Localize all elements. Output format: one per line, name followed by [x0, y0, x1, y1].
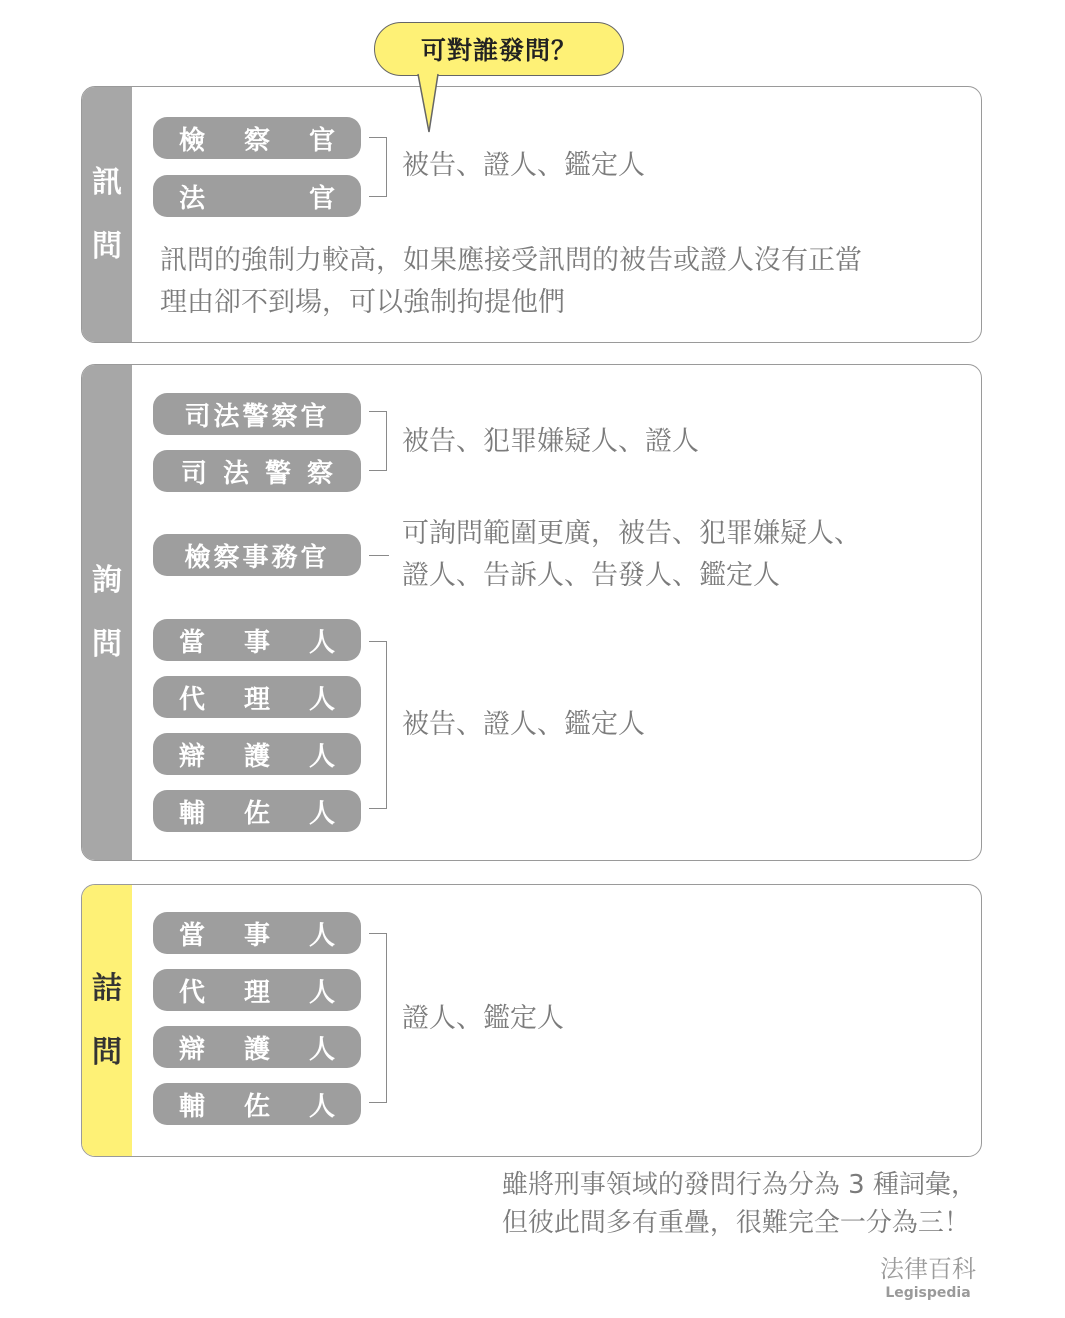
role-pill-agent: 代 理 人 [153, 676, 361, 718]
brand-name-cn: 法律百科 [880, 1255, 976, 1283]
role-pill-prosecutorial-affairs-officer: 檢察事務官 [153, 534, 361, 576]
targets-text-line-2: 證人、告訴人、告發人、鑑定人 [402, 560, 780, 591]
footnote-line-2: 但彼此間多有重疊，很難完全一分為三！ [501, 1208, 970, 1238]
footnote [502, 1166, 977, 1242]
brand-name-en: Legispedia [885, 1285, 971, 1301]
role-pill-defender: 辯 護 人 [153, 733, 361, 775]
brand-logo [872, 1254, 984, 1302]
targets-text: 被告、證人、鑑定人 [402, 709, 645, 740]
role-pill-party: 當 事 人 [153, 912, 361, 954]
label-char: 詢 [92, 562, 122, 598]
role-pill-agent: 代 理 人 [153, 969, 361, 1011]
role-pill-defender: 辯 護 人 [153, 1026, 361, 1068]
bracket [369, 411, 387, 471]
label-char: 問 [92, 228, 122, 264]
description-line-2: 理由卻不到場，可以強制拘提他們 [160, 287, 565, 318]
targets-text: 被告、證人、鑑定人 [402, 150, 645, 181]
label-char: 詰 [92, 970, 122, 1006]
section-xunwen-inquiry [81, 364, 982, 861]
role-pill-judge: 法 官 [153, 175, 361, 217]
label-char: 訊 [92, 164, 122, 200]
connector-line [369, 555, 389, 556]
targets-text: 證人、鑑定人 [402, 1003, 564, 1034]
role-pill-assistant: 輔 佐 人 [153, 1083, 361, 1125]
bracket [369, 137, 387, 197]
bracket [369, 641, 387, 809]
section-label [82, 365, 132, 860]
role-pill-judicial-police: 司 法 警 察 [153, 450, 361, 492]
role-pill-prosecutor: 檢 察 官 [153, 117, 361, 159]
section-label [82, 885, 132, 1156]
label-char: 問 [92, 626, 122, 662]
targets-text: 被告、犯罪嫌疑人、證人 [402, 426, 699, 457]
bracket [369, 933, 387, 1103]
section-jiewen-cross-examination [81, 884, 982, 1157]
label-char: 問 [92, 1034, 122, 1070]
footnote-line-1: 雖將刑事領域的發問行為分為 3 種詞彙， [501, 1170, 977, 1200]
targets-text-line-1: 可詢問範圍更廣，被告、犯罪嫌疑人、 [402, 518, 861, 549]
role-pill-party: 當 事 人 [153, 619, 361, 661]
question-text: 可對誰發問？ [420, 36, 577, 65]
role-pill-judicial-police-officer: 司法警察官 [153, 393, 361, 435]
role-pill-assistant: 輔 佐 人 [153, 790, 361, 832]
bubble-tail-icon [0, 0, 1065, 140]
description-line-1: 訊問的強制力較高，如果應接受訊問的被告或證人沒有正當 [160, 245, 862, 276]
